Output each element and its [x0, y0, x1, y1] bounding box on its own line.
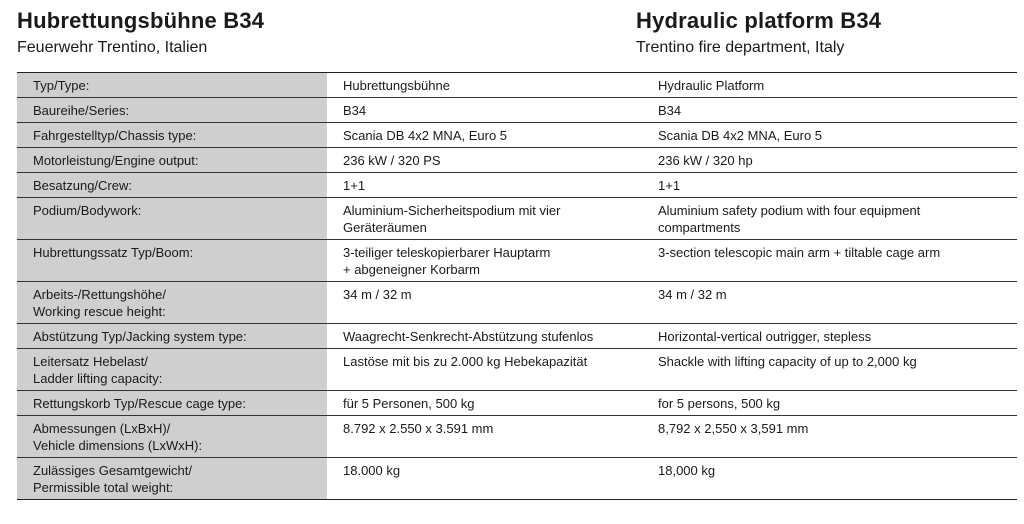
- row-value-german: 236 kW / 320 PS: [327, 148, 650, 173]
- table-row: [17, 282, 1017, 324]
- table-row: [17, 416, 1017, 458]
- row-value-german: 3-teiliger teleskopierbarer Hauptarm + abgeneigner Korbarm: [327, 240, 650, 282]
- row-value-english: 18,000 kg: [650, 458, 1017, 500]
- row-value-german: Hubrettungsbühne: [327, 73, 650, 98]
- row-value-german: für 5 Personen, 500 kg: [327, 391, 650, 416]
- row-label: Zulässiges Gesamtgewicht/ Permissible total weight:: [17, 458, 327, 500]
- row-value-german: Waagrecht-Senkrecht-Abstützung stufenlos: [327, 324, 650, 349]
- row-value-english: 236 kW / 320 hp: [650, 148, 1017, 173]
- row-value-english: 3-section telescopic main arm + tiltable cage arm: [650, 240, 1017, 282]
- row-label: Fahrgestelltyp/Chassis type:: [17, 123, 327, 148]
- title-english: Hydraulic platform B34: [636, 8, 882, 33]
- row-label: Podium/Bodywork:: [17, 198, 327, 240]
- row-value-german: 1+1: [327, 173, 650, 198]
- table-row: [17, 458, 1017, 500]
- row-label: Abstützung Typ/Jacking system type:: [17, 324, 327, 349]
- row-label: Abmessungen (LxBxH)/ Vehicle dimensions (LxWxH):: [17, 416, 327, 458]
- row-value-german: 8.792 x 2.550 x 3.591 mm: [327, 416, 650, 458]
- title-german: Hubrettungsbühne B34: [17, 8, 265, 33]
- header-german: [17, 8, 264, 58]
- table-row: [17, 73, 1017, 98]
- row-value-english: Horizontal-vertical outrigger, stepless: [650, 324, 1017, 349]
- header-english: [636, 8, 881, 58]
- subtitle-german: Feuerwehr Trentino, Italien: [17, 39, 208, 56]
- table-row: [17, 123, 1017, 148]
- row-label: Rettungskorb Typ/Rescue cage type:: [17, 391, 327, 416]
- row-value-german: Scania DB 4x2 MNA, Euro 5: [327, 123, 650, 148]
- table-row: [17, 173, 1017, 198]
- row-label: Baureihe/Series:: [17, 98, 327, 123]
- row-label: Leitersatz Hebelast/ Ladder lifting capacity:: [17, 349, 327, 391]
- spec-table: [17, 72, 1017, 500]
- row-value-english: Hydraulic Platform: [650, 73, 1017, 98]
- row-value-german: B34: [327, 98, 650, 123]
- table-row: [17, 349, 1017, 391]
- table-row: [17, 198, 1017, 240]
- subtitle-english: Trentino fire department, Italy: [636, 39, 845, 56]
- table-row: [17, 98, 1017, 123]
- row-label: Arbeits-/Rettungshöhe/ Working rescue height:: [17, 282, 327, 324]
- row-value-english: Aluminium safety podium with four equipment compartments: [650, 198, 1017, 240]
- table-row: [17, 240, 1017, 282]
- row-label: Motorleistung/Engine output:: [17, 148, 327, 173]
- row-value-english: B34: [650, 98, 1017, 123]
- table-row: [17, 148, 1017, 173]
- row-value-english: for 5 persons, 500 kg: [650, 391, 1017, 416]
- row-value-german: Aluminium-Sicherheitspodium mit vier Geräteräumen: [327, 198, 650, 240]
- row-value-english: Shackle with lifting capacity of up to 2,000 kg: [650, 349, 1017, 391]
- row-value-german: 34 m / 32 m: [327, 282, 650, 324]
- row-value-english: 1+1: [650, 173, 1017, 198]
- row-value-german: 18.000 kg: [327, 458, 650, 500]
- row-label: Besatzung/Crew:: [17, 173, 327, 198]
- row-label: Typ/Type:: [17, 73, 327, 98]
- row-value-english: 34 m / 32 m: [650, 282, 1017, 324]
- table-row: [17, 391, 1017, 416]
- row-value-english: 8,792 x 2,550 x 3,591 mm: [650, 416, 1017, 458]
- row-value-english: Scania DB 4x2 MNA, Euro 5: [650, 123, 1017, 148]
- row-label: Hubrettungssatz Typ/Boom:: [17, 240, 327, 282]
- table-row: [17, 324, 1017, 349]
- row-value-german: Lastöse mit bis zu 2.000 kg Hebekapazität: [327, 349, 650, 391]
